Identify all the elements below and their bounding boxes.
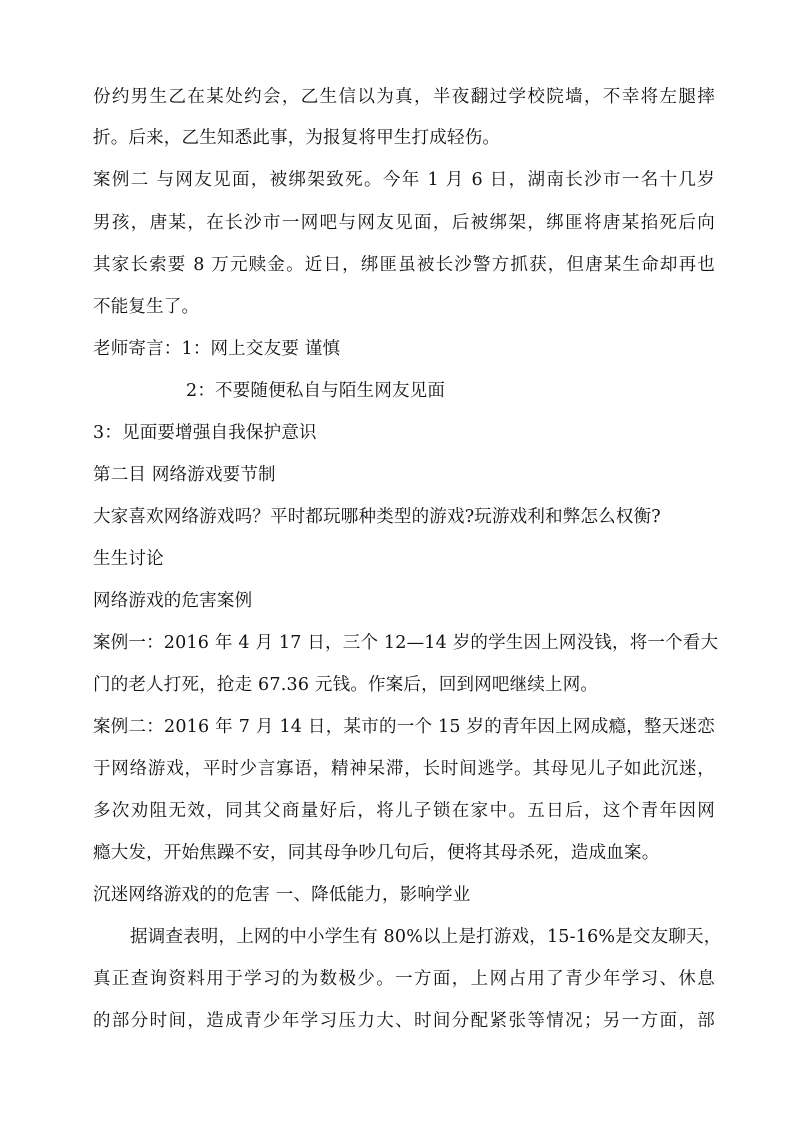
text-line: 网络游戏的危害案例 (93, 591, 253, 611)
text-line: 折。后来，乙生知悉此事，为报复将甲生打成轻伤。 (93, 128, 501, 148)
text-line: 份约男生乙在某处约会，乙生信以为真，半夜翻过学校院墙，不幸将左腿摔 (93, 87, 715, 107)
section-heading: 第二目 网络游戏要节制 (93, 465, 276, 485)
text-line: 大家喜欢网络游戏吗？平时都玩哪种类型的游戏?玩游戏利和弊怎么权衡? (93, 507, 661, 527)
text-line: 不能复生了。 (93, 297, 200, 317)
text-line: 瘾大发，开始焦躁不安，同其母争吵几句后，便将其母杀死，造成血案。 (93, 843, 660, 863)
text-line: 生生讨论 (93, 549, 164, 569)
text-line: 老师寄言：1：网上交友要 谨慎 (93, 339, 341, 359)
text-line: 案例一：2016 年 4 月 17 日，三个 12—14 岁的学生因上网没钱，将一个看大 (93, 633, 719, 653)
text-line: 于网络游戏，平时少言寡语，精神呆滞，长时间逃学。其母见儿子如此沉迷， (93, 759, 715, 779)
text-line: 案例二 与网友见面，被绑架致死。今年 1 月 6 日，湖南长沙市一名十几岁 (93, 170, 715, 190)
text-line: 2：不要随便私自与陌生网友见面 (186, 381, 446, 401)
text-line: 男孩，唐某，在长沙市一网吧与网友见面，后被绑架，绑匪将唐某掐死后向 (93, 213, 715, 233)
text-line: 3：见面要增强自我保护意识 (93, 423, 317, 443)
text-line: 其家长索要 8 万元赎金。近日，绑匪虽被长沙警方抓获，但唐某生命却再也 (93, 255, 715, 275)
text-line: 沉迷网络游戏的的危害 一、降低能力，影响学业 (93, 885, 471, 905)
text-line: 案例二：2016 年 7 月 14 日，某市的一个 15 岁的青年因上网成瘾，整天迷恋 (93, 717, 715, 737)
text-line: 多次劝阻无效，同其父商量好后，将儿子锁在家中。五日后，这个青年因网 (93, 801, 715, 821)
text-line: 的部分时间，造成青少年学习压力大、时间分配紧张等情况；另一方面，部 (93, 1011, 715, 1031)
text-line: 据调查表明，上网的中小学生有 80%以上是打游戏，15-16%是交友聊天， (130, 927, 722, 947)
text-line: 门的老人打死，抢走 67.36 元钱。作案后，回到网吧继续上网。 (93, 675, 599, 695)
text-line: 真正查询资料用于学习的为数极少。一方面，上网占用了青少年学习、休息 (93, 969, 715, 989)
